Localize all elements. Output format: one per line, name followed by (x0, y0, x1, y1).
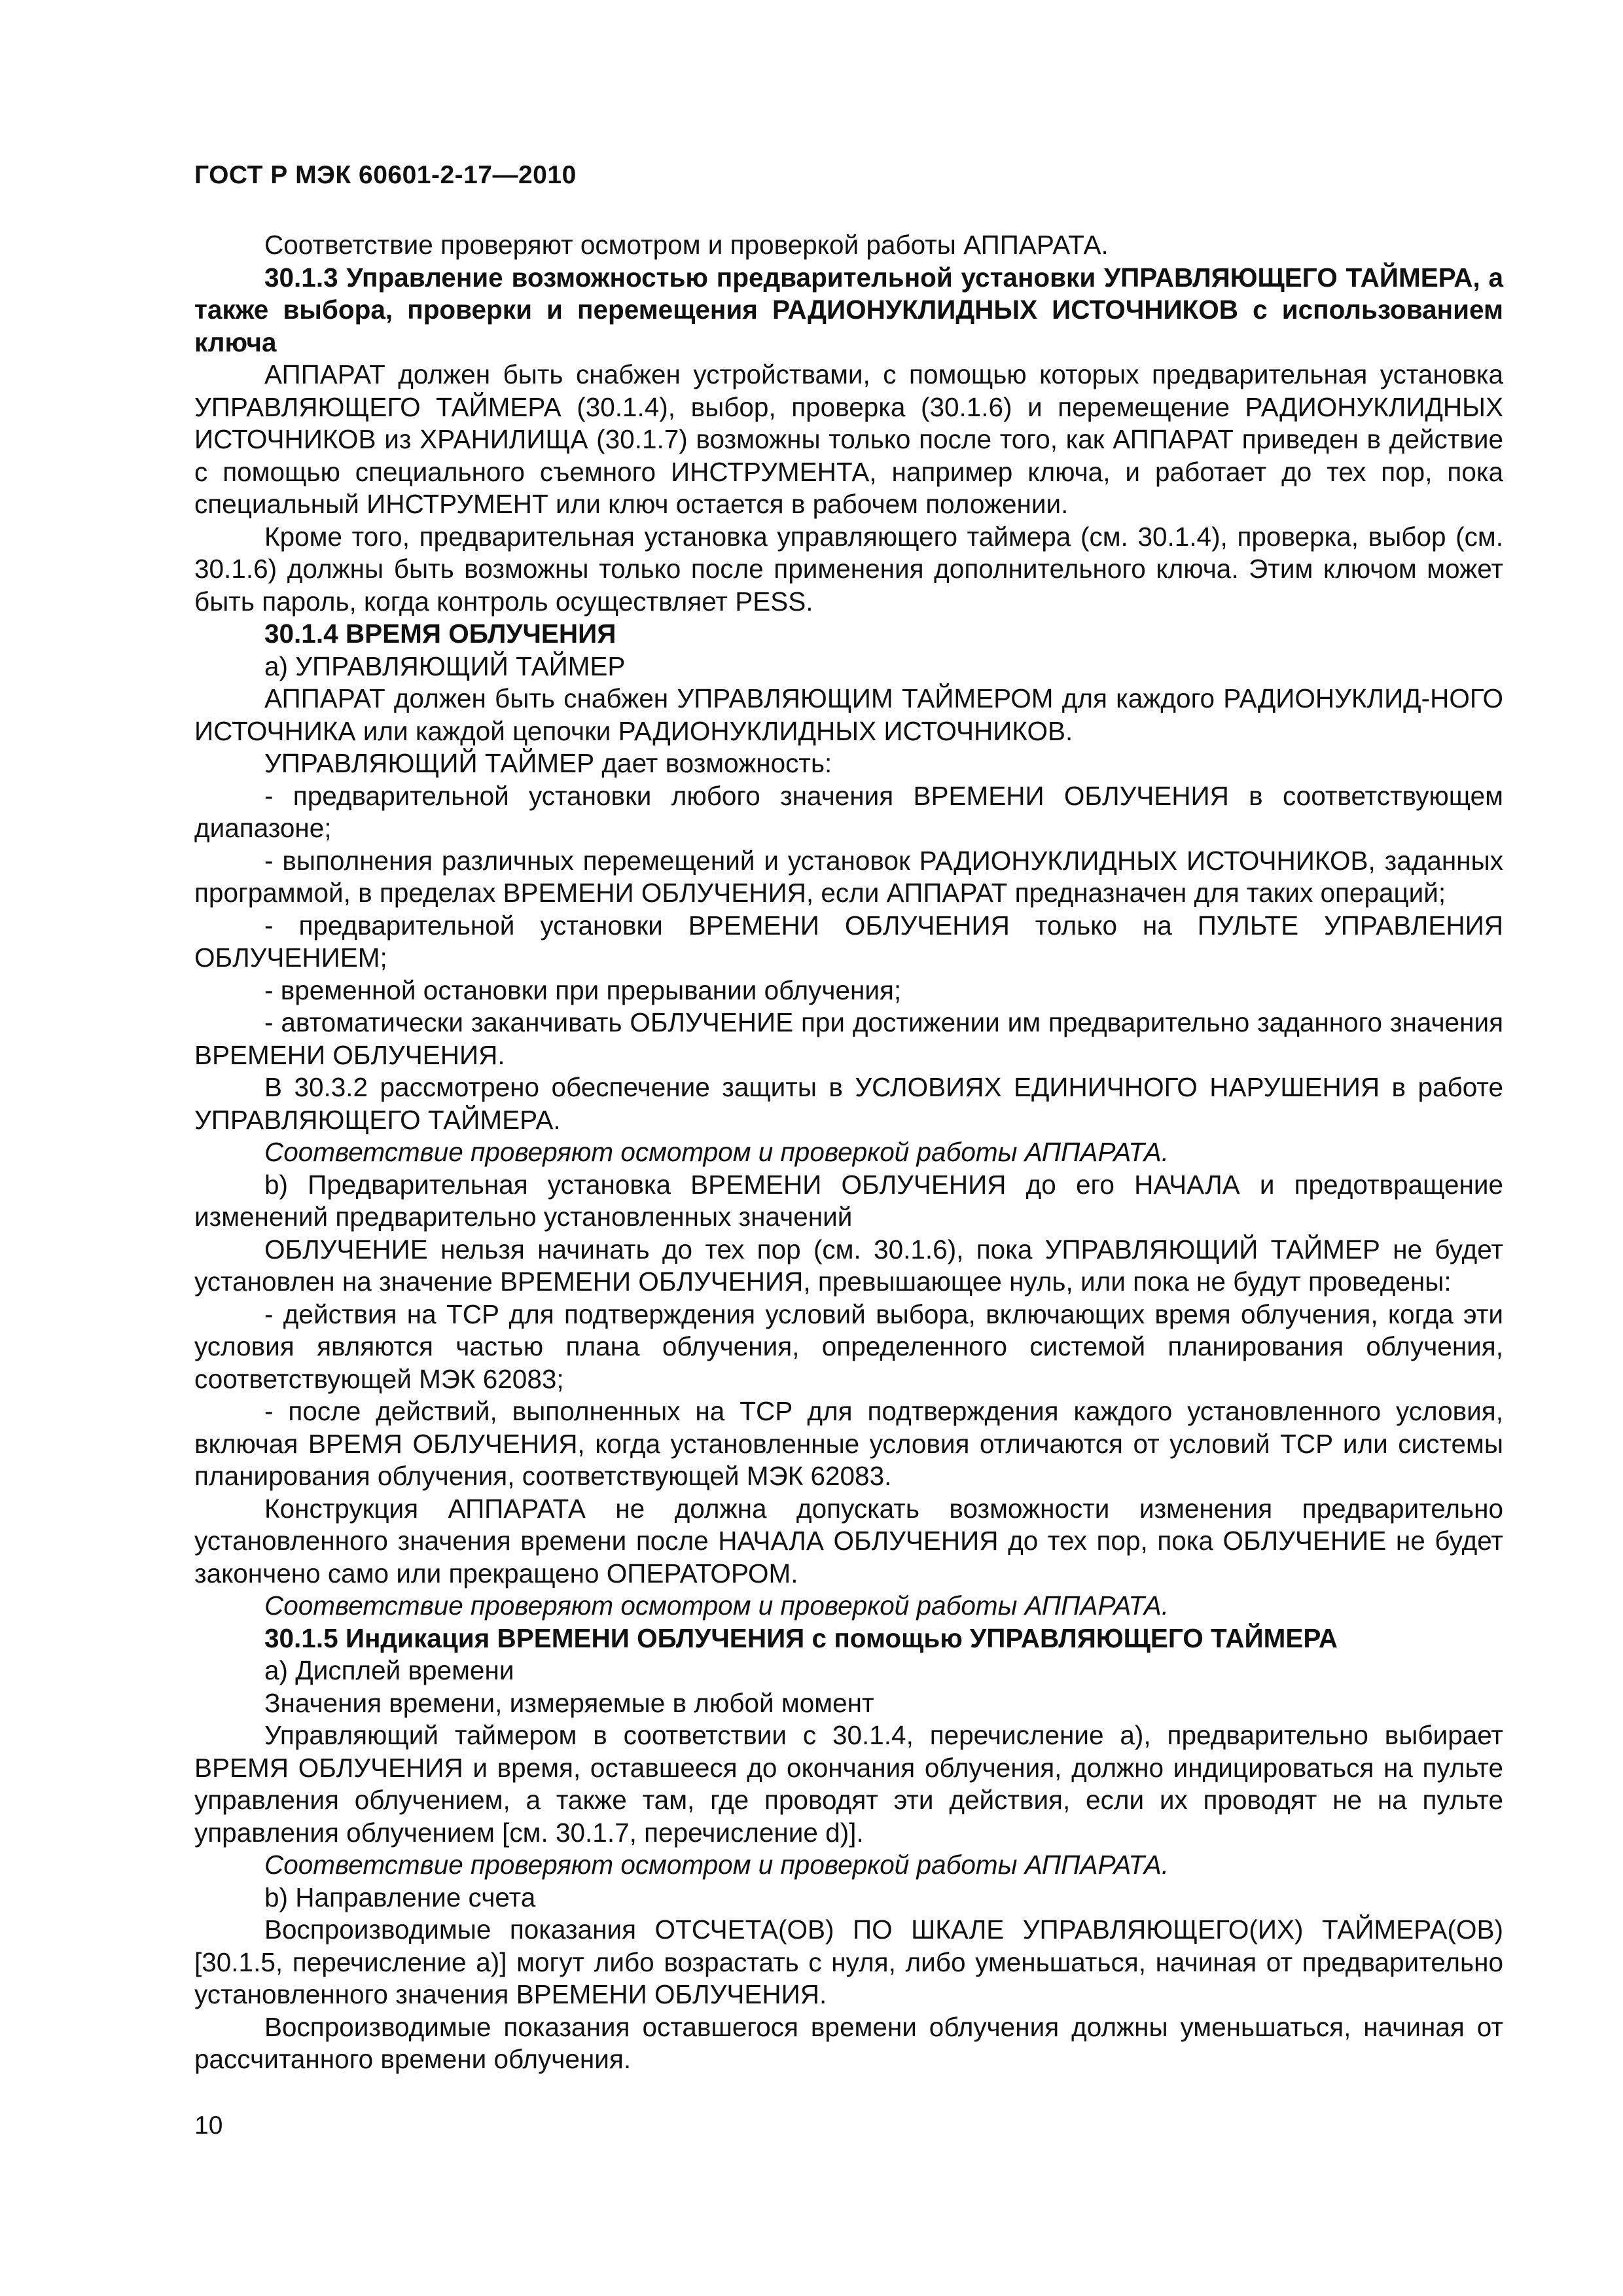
paragraph: Воспроизводимые показания ОТСЧЕТА(ОВ) ПО ШКАЛЕ УПРАВЛЯЮЩЕГО(ИХ) ТАЙМЕРА(ОВ) [30.1.5, перечисление а)] могут либо возрастать с нуля, либо уменьшаться, начиная от предварительно установленного значения ВРЕМЕНИ ОБЛУЧЕНИЯ. (194, 1914, 1503, 2009)
subsection-heading: а) Дисплей времени (264, 1655, 514, 1685)
standard-header: ГОСТ Р МЭК 60601-2-17—2010 (194, 161, 577, 189)
list-item: - предварительной установки ВРЕМЕНИ ОБЛУЧЕНИЯ только на ПУЛЬТЕ УПРАВЛЕНИЯ ОБЛУЧЕНИЕМ; (194, 910, 1503, 973)
section-heading-30-1-5: 30.1.5 Индикация ВРЕМЕНИ ОБЛУЧЕНИЯ с помощью УПРАВЛЯЮЩЕГО ТАЙМЕРА (264, 1623, 1338, 1653)
list-item: - действия на TCP для подтверждения условий выбора, включающих время облучения, когда эти условия являются частью плана облучения, определенного системой планирования облучения, соответствующей МЭК 62083; (194, 1299, 1503, 1394)
section-heading-30-1-3: 30.1.3 Управление возможностью предварительной установки УПРАВЛЯЮЩЕГО ТАЙМЕРА, а также выбора, проверки и перемещения РАДИОНУКЛИДНЫХ ИСТОЧНИКОВ с использованием ключа (194, 262, 1503, 357)
paragraph: Конструкция АППАРАТА не должна допускать возможности изменения предварительно установленного значения времени после НАЧАЛА ОБЛУЧЕНИЯ до тех пор, пока ОБЛУЧЕНИЕ не будет закончено само или прекращено ОПЕРАТОРОМ. (194, 1493, 1503, 1588)
paragraph: УПРАВЛЯЮЩИЙ ТАЙМЕР дает возможность: (264, 748, 832, 778)
list-item: - предварительной установки любого значения ВРЕМЕНИ ОБЛУЧЕНИЯ в соответствующем диапазоне; (194, 780, 1503, 843)
subsection-heading: b) Предварительная установка ВРЕМЕНИ ОБЛУЧЕНИЯ до его НАЧАЛА и предотвращение изменений предварительно установленных значений (194, 1169, 1503, 1232)
compliance-note: Соответствие проверяют осмотром и проверкой работы АППАРАТА. (264, 1590, 1169, 1621)
page-number: 10 (194, 2111, 223, 2140)
list-item: - после действий, выполненных на TCP для подтверждения каждого установленного условия, включая ВРЕМЯ ОБЛУЧЕНИЯ, когда установленные условия отличаются от условий TCP или системы планирования облучения, соответствующей МЭК 62083. (194, 1396, 1503, 1491)
paragraph: Кроме того, предварительная установка управляющего таймера (см. 30.1.4), проверка, выбор (см. 30.1.6) должны быть возможны только после применения дополнительного ключа. Этим ключом может быть пароль, когда контроль осуществляет PESS. (194, 521, 1503, 617)
section-heading-30-1-4: 30.1.4 ВРЕМЯ ОБЛУЧЕНИЯ (264, 619, 616, 649)
paragraph: В 30.3.2 рассмотрено обеспечение защиты в УСЛОВИЯХ ЕДИНИЧНОГО НАРУШЕНИЯ в работе УПРАВЛЯЮЩЕГО ТАЙМЕРА. (194, 1072, 1503, 1135)
list-item: - автоматически заканчивать ОБЛУЧЕНИЕ при достижении им предварительно заданного значения ВРЕМЕНИ ОБЛУЧЕНИЯ. (194, 1007, 1503, 1070)
compliance-note: Соответствие проверяют осмотром и проверкой работы АППАРАТА. (264, 1137, 1169, 1167)
paragraph: АППАРАТ должен быть снабжен УПРАВЛЯЮЩИМ ТАЙМЕРОМ для каждого РАДИОНУКЛИД-НОГО ИСТОЧНИКА или каждой цепочки РАДИОНУКЛИДНЫХ ИСТОЧНИКОВ. (194, 683, 1503, 746)
list-item: - выполнения различных перемещений и установок РАДИОНУКЛИДНЫХ ИСТОЧНИКОВ, заданных программой, в пределах ВРЕМЕНИ ОБЛУЧЕНИЯ, если АППАРАТ предназначен для таких операций; (194, 845, 1503, 908)
paragraph: ОБЛУЧЕНИЕ нельзя начинать до тех пор (см. 30.1.6), пока УПРАВЛЯЮЩИЙ ТАЙМЕР не будет установлен на значение ВРЕМЕНИ ОБЛУЧЕНИЯ, превышающее нуль, или пока не будут проведены: (194, 1234, 1503, 1297)
compliance-note: Соответствие проверяют осмотром и проверкой работы АППАРАТА. (264, 1850, 1169, 1880)
paragraph: Воспроизводимые показания оставшегося времени облучения должны уменьшаться, начиная от рассчитанного времени облучения. (194, 2011, 1503, 2074)
subsection-heading: а) УПРАВЛЯЮЩИЙ ТАЙМЕР (264, 651, 626, 681)
paragraph: Управляющий таймером в соответствии с 30.1.4, перечисление а), предварительно выбирает ВРЕМЯ ОБЛУЧЕНИЯ и время, оставшееся до окончания облучения, должно индицироваться на пульте управления облучением, а также там, где проводят эти действия, если их проводят не на пульте управления облучением [см. 30.1.7, перечисление d)]. (194, 1720, 1503, 1848)
paragraph: АППАРАТ должен быть снабжен устройствами, с помощью которых предварительная установка УПРАВЛЯЮЩЕГО ТАЙМЕРА (30.1.4), выбор, проверка (30.1.6) и перемещение РАДИОНУКЛИДНЫХ ИСТОЧНИКОВ из ХРАНИЛИЩА (30.1.7) возможны только после того, как АППАРАТ приведен в действие с помощью специального съемного ИНСТРУМЕНТА, например ключа, и работает до тех пор, пока специальный ИНСТРУМЕНТ или ключ остается в рабочем положении. (194, 359, 1503, 519)
document-body (194, 229, 1503, 2076)
subsection-heading: b) Направление счета (264, 1882, 536, 1912)
paragraph: Соответствие проверяют осмотром и проверкой работы АППАРАТА. (264, 230, 1109, 260)
list-item: - временной остановки при прерывании облучения; (264, 975, 902, 1005)
paragraph: Значения времени, измеряемые в любой момент (264, 1687, 874, 1718)
